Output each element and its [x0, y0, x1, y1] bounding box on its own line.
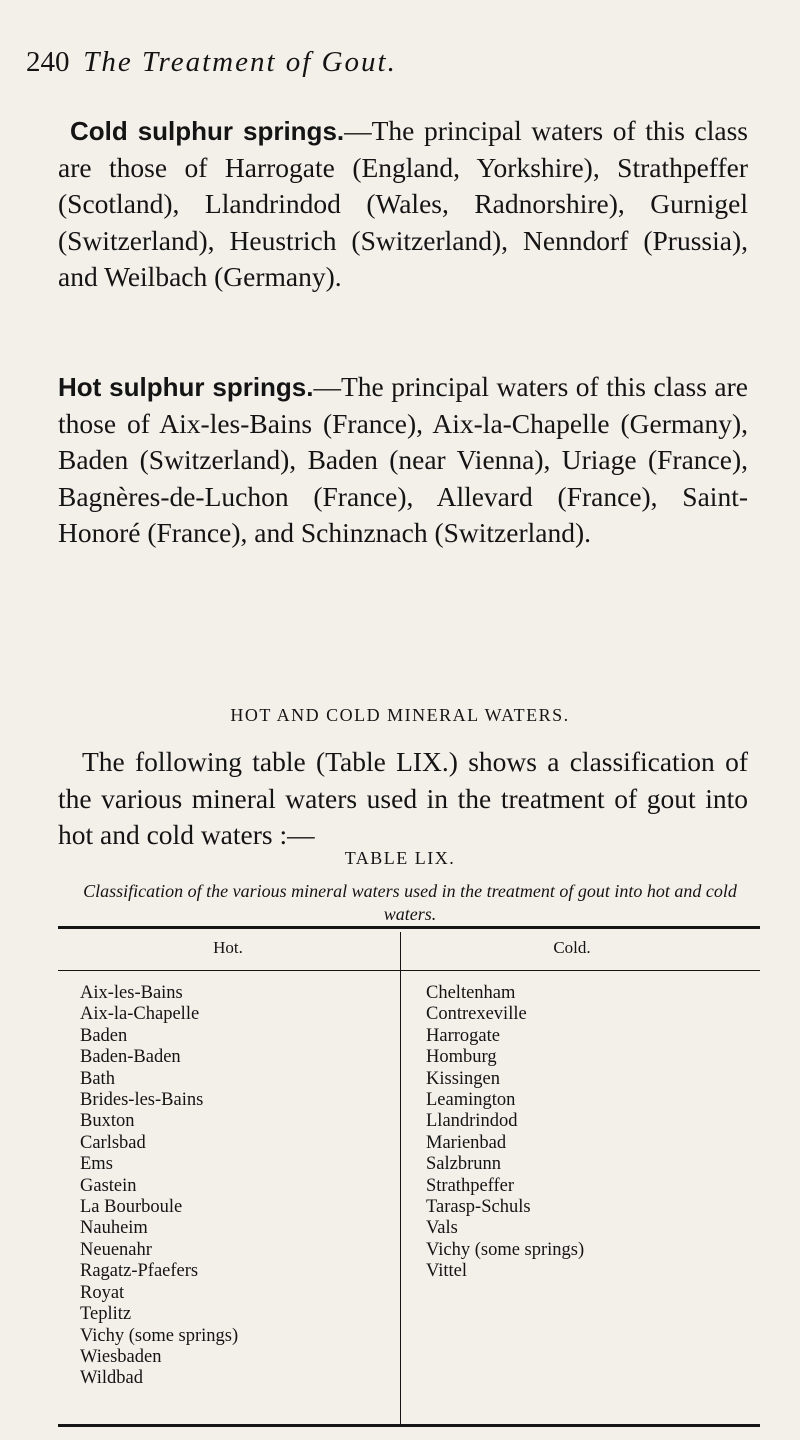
- list-item: Vichy (some springs): [80, 1325, 239, 1346]
- list-item: La Bourboule: [80, 1197, 183, 1218]
- mineral-waters-table: [58, 926, 760, 1429]
- cold-sulphur-text: —The principal waters of this class are those of Harrogate (England, Yorkshire), Strathpeffer (Scotland), Llandrindod (Wales, Radnorshire), Gurnigel (Switzerland), Heustrich (Switzerland), Nenndorf (Prussia), and Weilbach (Germany).: [58, 115, 748, 293]
- list-item: Neuenahr: [80, 1239, 152, 1260]
- table-top-rule: [58, 926, 760, 929]
- list-item: Aix-la-Chapelle: [80, 1004, 200, 1025]
- list-item: Llandrindod: [426, 1111, 518, 1132]
- list-item: Cheltenham: [426, 983, 516, 1003]
- list-item: Contrexeville: [426, 1004, 527, 1025]
- list-item: Strathpeffer: [426, 1175, 515, 1196]
- list-item: Tarasp-Schuls: [426, 1197, 531, 1218]
- table-caption: Classification of the various mineral waters used in the treatment of gout into hot and cold waters.: [83, 881, 737, 924]
- column-header-cold: Cold.: [553, 938, 591, 957]
- hot-sulphur-heading: Hot sulphur springs.: [58, 372, 314, 402]
- table-label: TABLE LIX.: [344, 848, 456, 868]
- list-item: Vichy (some springs): [426, 1239, 585, 1260]
- list-item: Wiesbaden: [80, 1346, 162, 1367]
- table-bottom-rule: [58, 1424, 760, 1427]
- cold-waters-list: [426, 983, 584, 1283]
- list-item: Homburg: [426, 1047, 497, 1068]
- page-number: 240: [26, 46, 70, 78]
- list-item: Gastein: [80, 1175, 137, 1196]
- hot-waters-list: [80, 983, 238, 1390]
- list-item: Wildbad: [80, 1368, 143, 1389]
- list-item: Nauheim: [80, 1218, 148, 1239]
- list-item: Salzbrunn: [426, 1154, 502, 1175]
- running-title: The Treatment of Gout.: [83, 46, 397, 78]
- list-item: Royat: [80, 1282, 125, 1303]
- list-item: Teplitz: [80, 1304, 132, 1325]
- list-item: Brides-les-Bains: [80, 1090, 204, 1111]
- hot-sulphur-paragraph: [58, 369, 748, 552]
- list-item: Aix-les-Bains: [80, 983, 183, 1003]
- list-item: Bath: [80, 1068, 115, 1089]
- cold-sulphur-paragraph: [58, 113, 748, 296]
- list-item: Harrogate: [426, 1025, 500, 1046]
- list-item: Marienbad: [426, 1132, 507, 1153]
- cold-sulphur-heading: Cold sulphur springs.: [70, 116, 345, 146]
- list-item: Kissingen: [426, 1068, 500, 1089]
- column-header-hot: Hot.: [213, 938, 243, 957]
- intro-paragraph: The following table (Table LIX.) shows a classification of the various mineral waters used in the treatment of gout into hot and cold waters :—: [58, 746, 748, 851]
- list-item: Carlsbad: [80, 1132, 146, 1153]
- list-item: Vittel: [426, 1261, 468, 1282]
- section-heading: HOT AND COLD MINERAL WATERS.: [230, 705, 570, 725]
- hot-sulphur-text: —The principal waters of this class are those of Aix-les-Bains (France), Aix-la-Chapelle (Germany), Baden (Switzerland), Baden (near Vienna), Uriage (France), Bagnères-de-Luchon (France), Allevard (France), Saint-Honoré (France), and Schinznach (Switzerland).: [58, 371, 748, 549]
- list-item: Ragatz-Pfaefers: [80, 1261, 199, 1282]
- list-item: Vals: [426, 1218, 458, 1239]
- list-item: Leamington: [426, 1090, 516, 1111]
- column-divider: [400, 932, 401, 1424]
- running-header: [26, 44, 766, 80]
- list-item: Buxton: [80, 1111, 135, 1132]
- list-item: Baden-Baden: [80, 1047, 181, 1068]
- list-item: Ems: [80, 1154, 113, 1175]
- header-rule: [58, 970, 760, 971]
- list-item: Baden: [80, 1025, 128, 1046]
